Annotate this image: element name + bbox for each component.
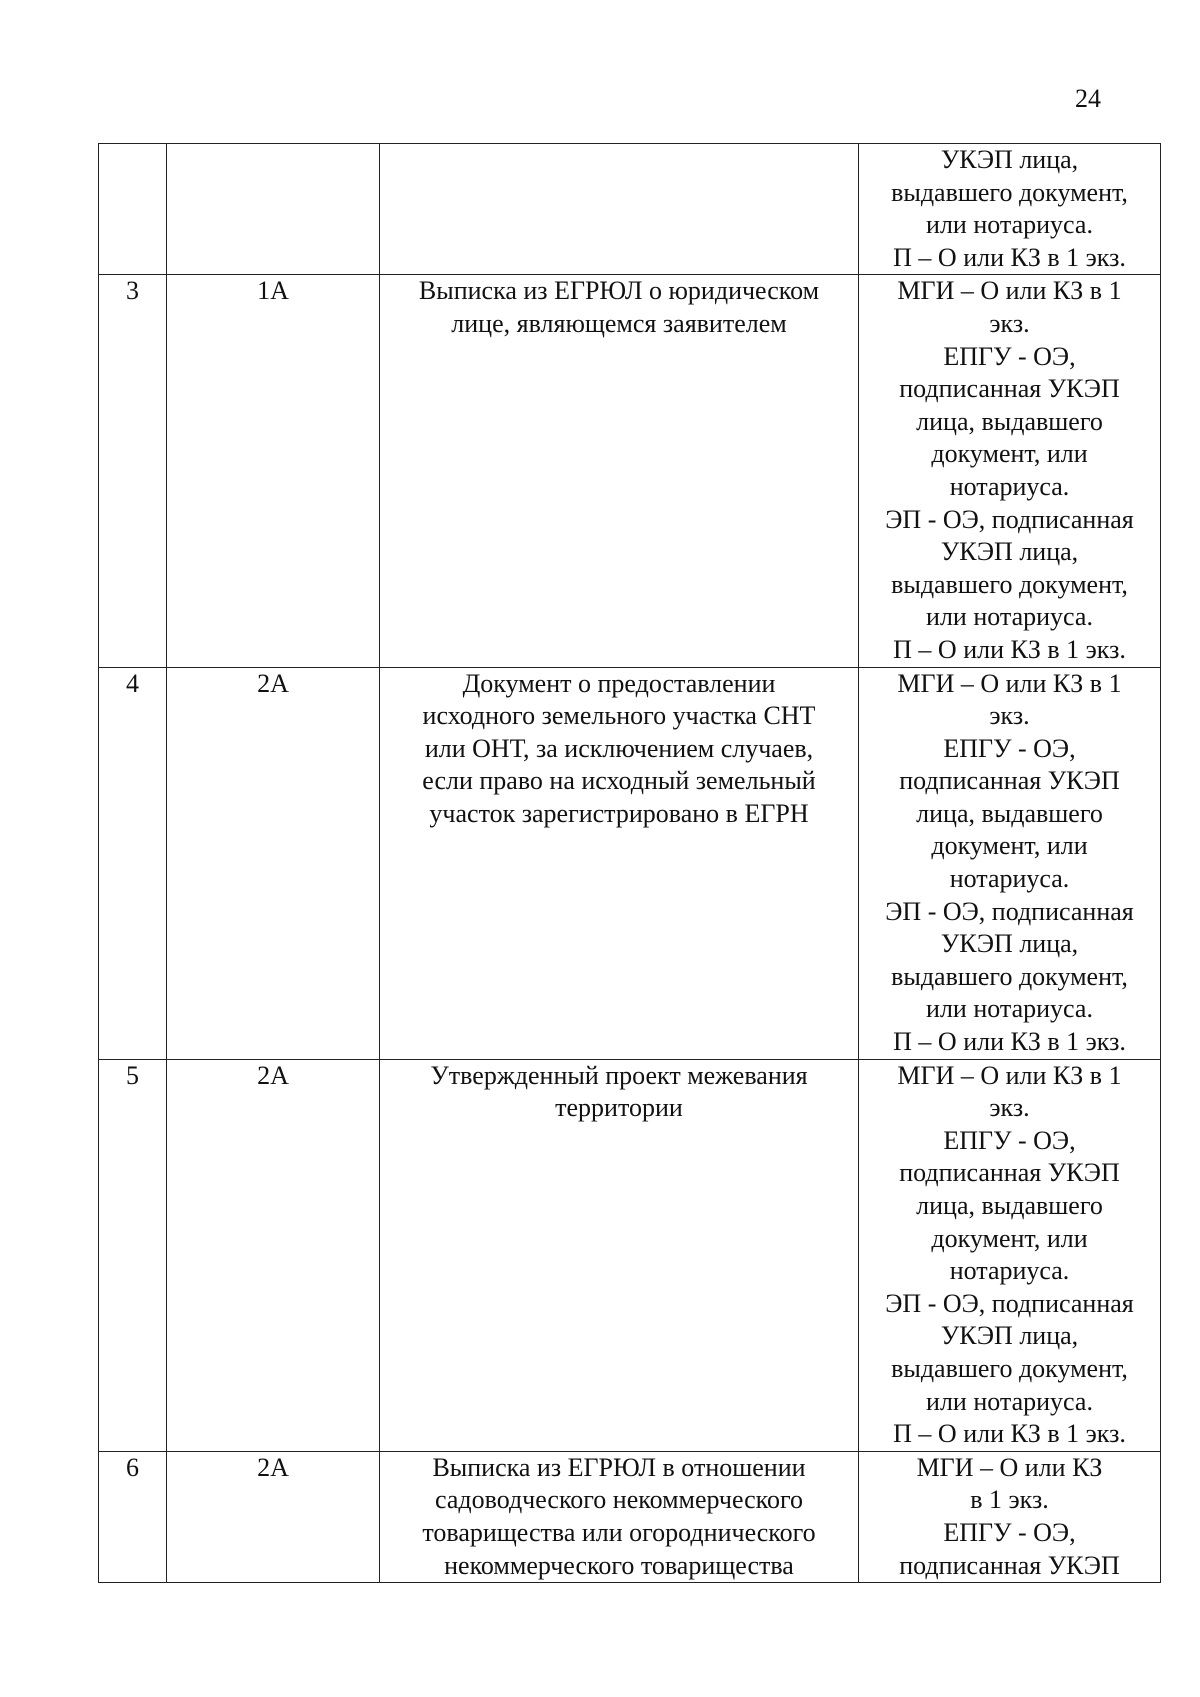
submission-form-line: П – О или КЗ в 1 экз. bbox=[893, 1419, 1126, 1449]
submission-form-line: УКЭП лица, bbox=[940, 537, 1079, 567]
submission-form-line: документ, или bbox=[931, 831, 1088, 861]
submission-form-line: П – О или КЗ в 1 экз. bbox=[893, 1027, 1126, 1057]
submission-form-line: документ, или bbox=[931, 439, 1088, 469]
submission-form-line: ЕПГУ - ОЭ, bbox=[943, 1517, 1076, 1547]
documents-table bbox=[98, 143, 1161, 1583]
table-row bbox=[99, 144, 1161, 275]
row-number-cell: 4 bbox=[99, 667, 167, 1059]
table-row bbox=[99, 1059, 1161, 1451]
document-name-cell bbox=[380, 1059, 859, 1451]
submission-form-line: или нотариуса. bbox=[926, 210, 1093, 240]
document-name-line: товарищества или огороднического bbox=[422, 1517, 816, 1547]
document-name-line: лице, являющемся заявителем bbox=[451, 308, 787, 338]
submission-form-line: или нотариуса. bbox=[926, 602, 1093, 632]
submission-form-line: подписанная УКЭП bbox=[899, 1550, 1120, 1580]
submission-form-line: нотариуса. bbox=[949, 864, 1070, 894]
document-name-cell bbox=[380, 144, 859, 275]
document-name-line: исходного земельного участка СНТ bbox=[422, 701, 816, 731]
submission-form-line: П – О или КЗ в 1 экз. bbox=[893, 634, 1126, 664]
page-number: 24 bbox=[1075, 84, 1101, 113]
submission-form-line: П – О или КЗ в 1 экз. bbox=[893, 242, 1126, 272]
submission-form-line: ЕПГУ - ОЭ, bbox=[943, 341, 1076, 371]
document-name-cell bbox=[380, 1451, 859, 1582]
document-name-line: или ОНТ, за исключением случаев, bbox=[424, 733, 814, 763]
submission-form-line: ЭП - ОЭ, подписанная bbox=[885, 504, 1134, 534]
submission-form-line: подписанная УКЭП bbox=[899, 374, 1120, 404]
document-name-line: Документ о предоставлении bbox=[462, 668, 776, 698]
submission-form-line: выдавшего документ, bbox=[891, 177, 1128, 207]
submission-form-line: подписанная УКЭП bbox=[899, 1158, 1120, 1188]
submission-form-cell bbox=[859, 144, 1161, 275]
submission-form-cell bbox=[859, 667, 1161, 1059]
submission-form-line: или нотариуса. bbox=[926, 994, 1093, 1024]
submission-form-cell bbox=[859, 1451, 1161, 1582]
row-code-cell: 1А bbox=[167, 275, 380, 667]
document-name-line: если право на исходный земельный bbox=[422, 766, 816, 796]
document-name-line: участок зарегистрировано в ЕГРН bbox=[429, 798, 809, 828]
row-code-cell: 2А bbox=[167, 1059, 380, 1451]
document-name-line: Утвержденный проект межевания bbox=[430, 1060, 808, 1090]
submission-form-line: в 1 экз. bbox=[970, 1485, 1049, 1515]
document-name-line: садоводческого некоммерческого bbox=[434, 1485, 804, 1515]
row-code-cell: 2А bbox=[167, 667, 380, 1059]
submission-form-line: документ, или bbox=[931, 1223, 1088, 1253]
submission-form-line: нотариуса. bbox=[949, 471, 1070, 501]
row-code-cell bbox=[167, 144, 380, 275]
submission-form-line: выдавшего документ, bbox=[891, 961, 1128, 991]
submission-form-line: экз. bbox=[989, 308, 1030, 338]
submission-form-line: УКЭП лица, bbox=[940, 1321, 1079, 1351]
submission-form-cell bbox=[859, 1059, 1161, 1451]
submission-form-line: лица, выдавшего bbox=[916, 1191, 1103, 1220]
row-number-cell bbox=[99, 144, 167, 275]
row-number-cell: 3 bbox=[99, 275, 167, 667]
row-number-cell: 6 bbox=[99, 1451, 167, 1582]
submission-form-line: ЭП - ОЭ, подписанная bbox=[885, 1288, 1134, 1318]
submission-form-line: ЕПГУ - ОЭ, bbox=[943, 733, 1076, 763]
document-name-cell bbox=[380, 667, 859, 1059]
submission-form-line: выдавшего документ, bbox=[891, 1353, 1128, 1383]
submission-form-line: МГИ – О или КЗ bbox=[916, 1452, 1103, 1482]
table-row bbox=[99, 667, 1161, 1059]
submission-form-line: экз. bbox=[989, 1093, 1030, 1123]
submission-form-line: ЕПГУ - ОЭ, bbox=[943, 1125, 1076, 1155]
submission-form-line: МГИ – О или КЗ в 1 bbox=[897, 1060, 1122, 1090]
table-body bbox=[99, 144, 1161, 1583]
table-row bbox=[99, 1451, 1161, 1582]
document-name-line: территории bbox=[555, 1093, 683, 1123]
document-name-cell bbox=[380, 275, 859, 667]
submission-form-line: нотариуса. bbox=[949, 1256, 1070, 1286]
submission-form-line: ЭП - ОЭ, подписанная bbox=[885, 896, 1134, 926]
submission-form-line: подписанная УКЭП bbox=[899, 766, 1120, 796]
document-name-line: Выписка из ЕГРЮЛ о юридическом bbox=[418, 276, 820, 306]
submission-form-line: выдавшего документ, bbox=[891, 569, 1128, 599]
submission-form-cell bbox=[859, 275, 1161, 667]
submission-form-line: МГИ – О или КЗ в 1 bbox=[897, 276, 1122, 306]
submission-form-line: лица, выдавшего bbox=[916, 406, 1103, 436]
row-number-cell: 5 bbox=[99, 1059, 167, 1451]
submission-form-line: УКЭП лица, bbox=[940, 145, 1079, 174]
submission-form-line: лица, выдавшего bbox=[916, 798, 1103, 828]
submission-form-line: экз. bbox=[989, 701, 1030, 731]
document-name-line: некоммерческого товарищества bbox=[444, 1550, 794, 1580]
table-row bbox=[99, 275, 1161, 667]
document-name-line: Выписка из ЕГРЮЛ в отношении bbox=[432, 1452, 806, 1482]
submission-form-line: УКЭП лица, bbox=[940, 929, 1079, 959]
row-code-cell: 2А bbox=[167, 1451, 380, 1582]
submission-form-line: или нотариуса. bbox=[926, 1386, 1093, 1416]
submission-form-line: МГИ – О или КЗ в 1 bbox=[897, 668, 1122, 698]
